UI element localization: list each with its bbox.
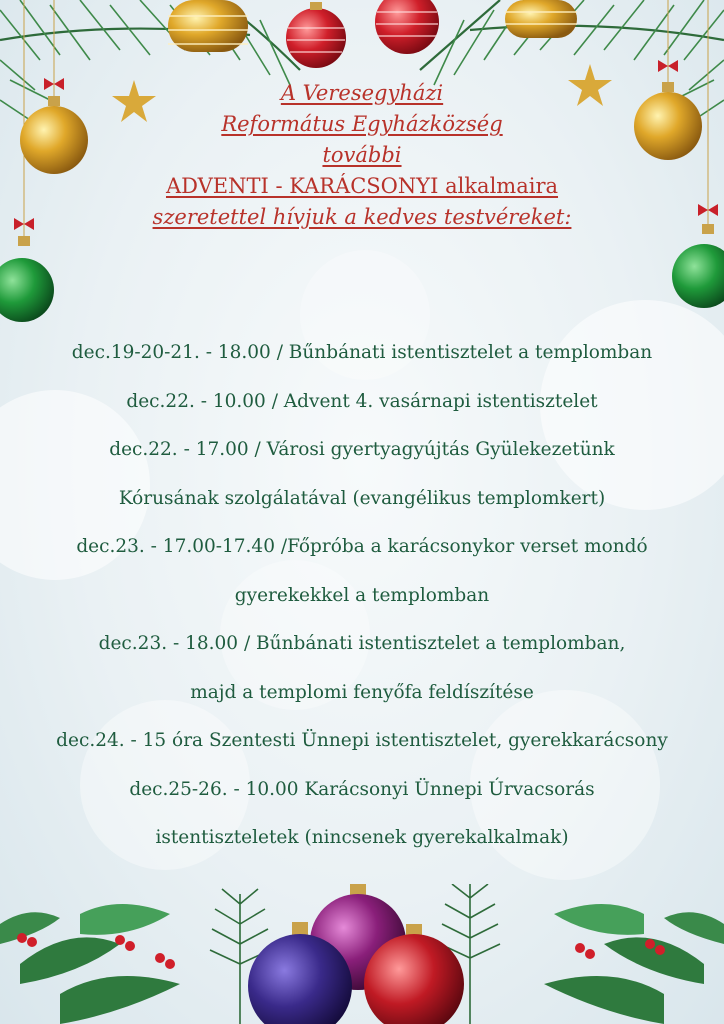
event-line: dec.24. - 15 óra Szentesti Ünnepi istentisztelet, gyerekkarácsony <box>56 730 668 751</box>
header-line: szeretettel hívjuk a kedves testvéreket: <box>152 205 572 229</box>
header-line: A Veresegyházi <box>280 81 444 105</box>
event-list <box>0 329 724 863</box>
header-line: további <box>322 143 402 167</box>
event-line: dec.23. - 18.00 / Bűnbánati istentisztelet a templomban, <box>98 633 626 654</box>
event-line: dec.23. - 17.00-17.40 /Főpróba a karácsonykor verset mondó <box>76 536 648 557</box>
invitation-header <box>0 78 724 233</box>
event-line: istentiszteletek (nincsenek gyerekalkalmak) <box>155 827 569 848</box>
header-line: ADVENTI - KARÁCSONYI alkalmaira <box>165 174 559 198</box>
event-line: dec.19-20-21. - 18.00 / Bűnbánati istentisztelet a templomban <box>71 342 653 363</box>
header-line: Református Egyházközség <box>221 112 503 136</box>
event-line: majd a templomi fenyőfa feldíszítése <box>190 681 534 703</box>
event-line: gyerekekkel a templomban <box>234 584 490 606</box>
ornament-ball-icon <box>672 224 724 308</box>
event-line: dec.22. - 10.00 / Advent 4. vasárnapi istentisztelet <box>126 390 598 412</box>
event-line: dec.25-26. - 10.00 Karácsonyi Ünnepi Úrvacsorás <box>129 778 595 800</box>
ornament-ball-icon <box>168 0 248 52</box>
event-line: Kórusának szolgálatával (evangélikus templomkert) <box>118 487 606 509</box>
holly-icon <box>0 904 180 1024</box>
ornament-ball-icon <box>375 0 439 54</box>
holly-icon <box>544 904 724 1024</box>
bottom-decoration <box>0 884 724 1024</box>
ornament-ball-icon <box>505 0 577 38</box>
event-line: dec.22. - 17.00 / Városi gyertyagyújtás Gyülekezetünk <box>109 439 615 460</box>
ornament-ball-icon <box>286 2 346 68</box>
ornament-ball-icon <box>0 236 54 322</box>
